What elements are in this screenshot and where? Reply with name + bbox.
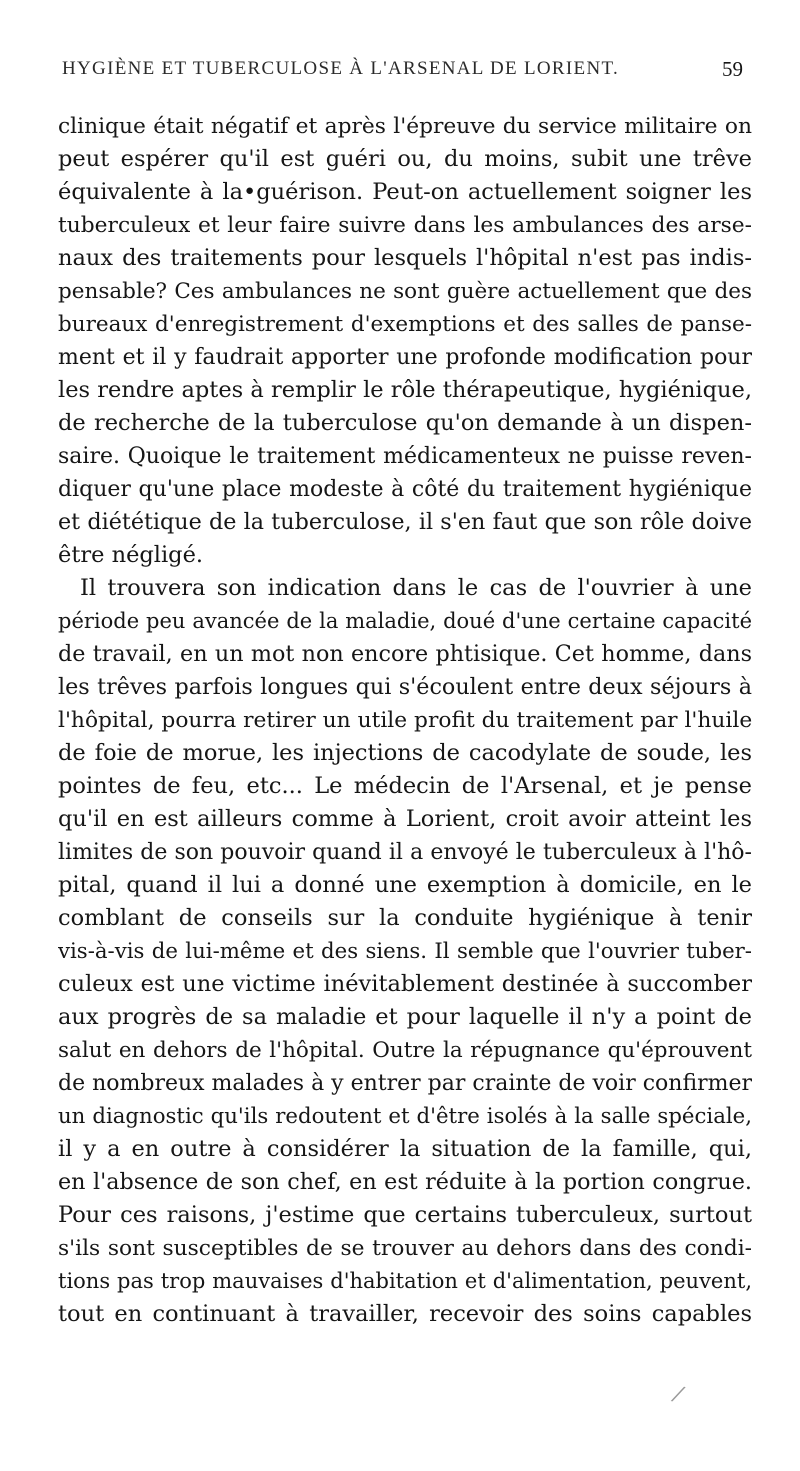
text-line: tout en continuant à travailler, recevoir des soins capables (58, 1301, 752, 1327)
text-line: être négligé. (58, 542, 204, 568)
text-line: de foie de morue, les injections de cacodylate de soude, les (58, 740, 752, 766)
text-line: salut en dehors de l'hôpital. Outre la répugnance qu'éprouvent (58, 1038, 752, 1063)
text-line: pensable? Ces ambulances ne sont guère actuellement que des (58, 279, 752, 304)
body-text (58, 110, 752, 1331)
running-head: HYGIÈNE ET TUBERCULOSE À L'ARSENAL DE LORIENT. (62, 58, 620, 79)
text-line: les trêves parfois longues qui s'écoulent entre deux séjours à (58, 674, 752, 700)
text-line: qu'il en est ailleurs comme à Lorient, croit avoir atteint les (58, 806, 752, 832)
text-line: vis-à-vis de lui-même et des siens. Il semble que l'ouvrier tuber- (58, 939, 752, 964)
text-line: peut espérer qu'il est guéri ou, du moins, subit une trêve (58, 146, 752, 172)
text-line: Il trouvera son indication dans le cas de l'ouvrier à une (80, 575, 752, 601)
text-line: culeux est une victime inévitablement destinée à succomber (58, 971, 752, 997)
text-line: période peu avancée de la maladie, doué d'une certaine capacité (58, 609, 752, 633)
text-line: naux des traitements pour lesquels l'hôpital n'est pas indis- (58, 245, 752, 271)
text-line: pointes de feu, etc... Le médecin de l'Arsenal, et je pense (58, 773, 752, 799)
text-line: aux progrès de sa maladie et pour laquelle il n'y a point de (58, 1004, 752, 1030)
text-line: tuberculeux et leur faire suivre dans les ambulances des arse- (58, 213, 752, 238)
text-line: s'ils sont susceptibles de se trouver au dehors dans des condi- (58, 1236, 752, 1261)
text-line: clinique était négatif et après l'épreuve du service militaire on (58, 114, 752, 139)
text-line: comblant de conseils sur la conduite hygiénique à tenir (58, 905, 752, 931)
page-number: 59 (722, 57, 743, 81)
text-line: de recherche de la tuberculose qu'on demande à un dispen- (58, 410, 752, 436)
text-line: diquer qu'une place modeste à côté du traitement hygiénique (58, 477, 752, 502)
text-line: tions pas trop mauvaises d'habitation et d'alimentation, peuvent, (58, 1269, 752, 1293)
text-line: de nombreux malades à y entrer par crainte de voir confirmer (58, 1071, 752, 1096)
text-line: et diététique de la tuberculose, il s'en faut que son rôle doive (58, 509, 752, 535)
text-line: limites de son pouvoir quand il a envoyé le tuberculeux à l'hô- (58, 840, 752, 865)
text-line: bureaux d'enregistrement d'exemptions et des salles de panse- (58, 312, 752, 337)
pencil-mark: ⁄ (673, 1382, 683, 1409)
text-line: pital, quand il lui a donné une exemption à domicile, en le (58, 872, 752, 898)
text-line: ment et il y faudrait apporter une profonde modification pour (58, 345, 752, 370)
text-line: il y a en outre à considérer la situation de la famille, qui, (58, 1136, 752, 1162)
text-line: Pour ces raisons, j'estime que certains tuberculeux, surtout (58, 1202, 752, 1228)
text-line: les rendre aptes à remplir le rôle thérapeutique, hygiénique, (58, 377, 752, 403)
text-line: l'hôpital, pourra retirer un utile profit du traitement par l'huile (58, 708, 752, 733)
text-line: un diagnostic qu'ils redoutent et d'être isolés à la salle spéciale, (58, 1104, 752, 1129)
text-line: équivalente à la•guérison. Peut-on actuellement soigner les (58, 179, 752, 205)
text-line: en l'absence de son chef, en est réduite à la portion congrue. (58, 1169, 752, 1195)
text-line: de travail, en un mot non encore phtisique. Cet homme, dans (58, 641, 752, 667)
text-line: saire. Quoique le traitement médicamenteux ne puisse reven- (58, 444, 752, 469)
